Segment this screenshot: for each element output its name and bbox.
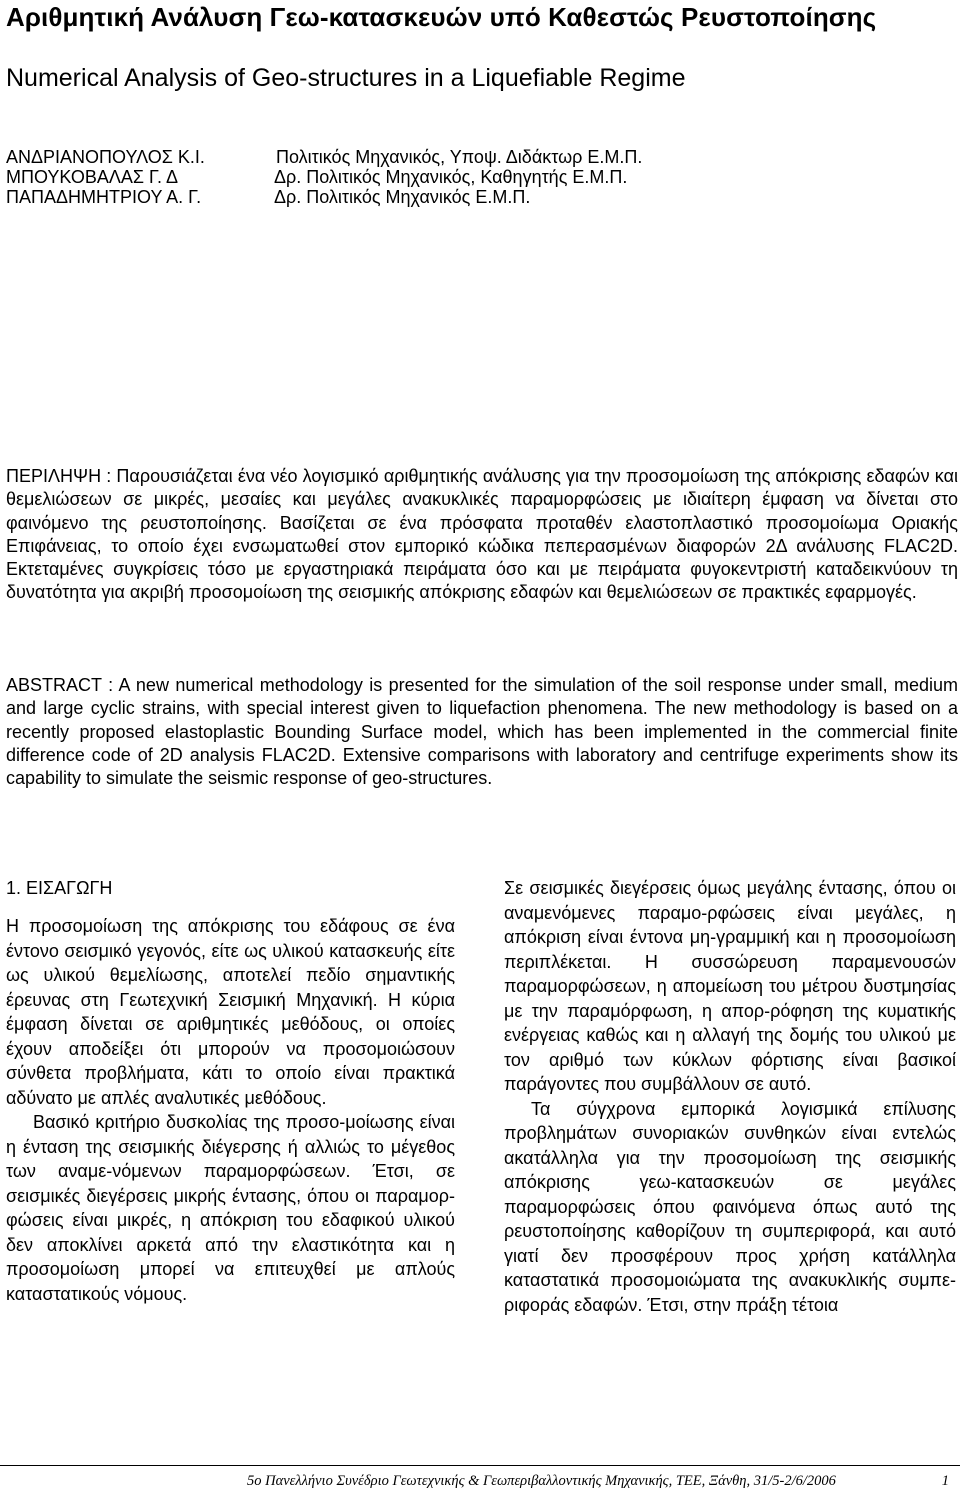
footer <box>0 1473 955 1491</box>
author-affiliation: Δρ. Πολιτικός Μηχανικός, Καθηγητής Ε.Μ.Π. <box>274 167 628 187</box>
abstract-english: ABSTRACT : A new numerical methodology is presented for the simulation of the soil response under small, medium and large cyclic strains, with special interest given to liquefaction phenomena. The new methodology is based on a recently proposed elastoplastic Bounding Surface model, which has been implemented in the commercial finite difference code of 2D analysis FLAC2D. Extensive comparisons with laboratory and centrifuge experiments show its capability to simulate the seismic response of geo-structures. <box>6 675 958 789</box>
author-name: ΑΝΔΡΙΑΝΟΠΟΥΛΟΣ Κ.Ι. <box>6 147 205 167</box>
right-column <box>504 876 956 1317</box>
body-paragraph: Σε σεισμικές διεγέρσεις όμως μεγάλης έντασης, όπου οι αναμενόμενες παραμο-ρφώσεις είναι μεγάλες, η απόκριση είναι έντονα μη-γραμμική και η προσομοίωση περιπλέκεται. Η συσσώρευση παραμενουσών παραμορφώσεων, η απομείωση του μέτρου δυστμησίας με την παραμόρφωση, η απορ-ρόφηση της κυματικής ενέργειας καθώς και η αλλαγή της δομής του υλικού με τον αριθμό των κύκλων φόρτισης είναι βασικοί παράγοντες που συμβάλλουν σε αυτό. <box>504 878 956 1094</box>
author-name: ΜΠΟΥΚΟΒΑΛΑΣ Γ. Δ <box>6 167 179 187</box>
section-heading: 1. ΕΙΣΑΓΩΓΗ <box>6 878 113 898</box>
page-title: Αριθμητική Ανάλυση Γεω-κατασκευών υπό Καθεστώς Ρευστοποίησης <box>6 2 877 32</box>
body-paragraph: Η προσομοίωση της απόκρισης του εδάφους σε ένα έντονο σεισμικό γεγονός, είτε ως υλικού κατασκευής είτε ως υλικού θεμελίωσης, αποτελεί πεδίο σημαντικής έρευνας στη Γεωτεχνική Σεισμική Μηχανική. Η κύρια έμφαση δίνεται σε αριθμητικές μεθόδους, οι οποίες έχουν αποδείξει ότι μπορούν να προσομοιώσουν σύνθετα προβλήματα, κάτι το οποίο είναι πρακτικά αδύνατο με απλές αναλυτικές μεθόδους. <box>6 916 455 1108</box>
author-affiliation: Δρ. Πολιτικός Μηχανικός Ε.Μ.Π. <box>274 187 531 207</box>
page-subtitle: Numerical Analysis of Geo-structures in a Liquefiable Regime <box>6 64 686 92</box>
author-affiliation: Πολιτικός Μηχανικός, Υποψ. Διδάκτωρ Ε.Μ.Π. <box>276 147 643 167</box>
footer-conference: 5ο Πανελλήνιο Συνέδριο Γεωτεχνικής & Γεωπεριβαλλοντικής Μηχανικής, ΤΕΕ, Ξάνθη, 31/5-2/6/2006 <box>247 1473 836 1489</box>
footer-divider <box>0 1465 960 1466</box>
body-paragraph: Βασικό κριτήριο δυσκολίας της προσο-μοίωσης είναι η ένταση της σεισμικής διέγερσης ή αλλιώς το μέγεθος των αναμε-νόμενων παραμορφώσεων. Έτσι, σε σεισμικές διεγέρσεις μικρής έντασης, όπου οι παραμορ-φώσεις είναι μικρές, η απόκριση του εδαφικού υλικού δεν αποκλίνει αρκετά από την ελαστικότητα και η προσομοίωση μπορεί να επιτευχθεί με απλούς καταστατικούς νόμους. <box>6 1112 455 1304</box>
left-column <box>6 876 455 1306</box>
author-name: ΠΑΠΑΔΗΜΗΤΡΙΟΥ Α. Γ. <box>6 187 202 207</box>
body-paragraph: Τα σύγχρονα εμπορικά λογισμικά επίλυσης προβλημάτων συνοριακών συνθηκών είναι εντελώς ακατάλληλα για την προσομοίωση της σεισμικής απόκρισης γεω-κατασκευών σε μεγάλες παραμορφώσεις όπου φαινόμενα όπως αυτό της ρευστοποίησης καθορίζουν τη συμπεριφορά, και αυτό γιατί δεν προσφέρουν προς χρήση κατάλληλα καταστατικά προσομοιώματα της ανακυκλικής συμπε-ριφοράς εδαφών. Έτσι, στην πράξη τέτοια <box>504 1098 956 1315</box>
page-number: 1 <box>941 1473 949 1489</box>
summary-greek: ΠΕΡΙΛΗΨΗ : Παρουσιάζεται ένα νέο λογισμικό αριθμητικής ανάλυσης για την προσομοίωση της απόκρισης εδαφών και θεμελιώσεων σε μικρές, μεσαίες και μεγάλες ανακυκλικές παραμορφώσεις με ιδιαίτερη έμφαση να δίνεται στο φαινόμενο της ρευστοποίησης. Βασίζεται σε ένα πρόσφατα προταθέν ελαστοπλαστικό προσομοίωμα Οριακής Επιφάνειας, το οποίο έχει ενσωματωθεί στον εμπορικό κώδικα πεπερασμένων διαφορών 2Δ ανάλυσης FLAC2D. Εκτεταμένες συγκρίσεις τόσο με εργαστηριακά πειράματα όσο και με πειράματα φυγοκεντριστή καταδεικνύουν τη δυνατότητα για ακριβή προσομοίωση της σεισμικής απόκρισης εδαφών και θεμελιώσεων σε πρακτικές εφαρμογές. <box>6 466 958 603</box>
